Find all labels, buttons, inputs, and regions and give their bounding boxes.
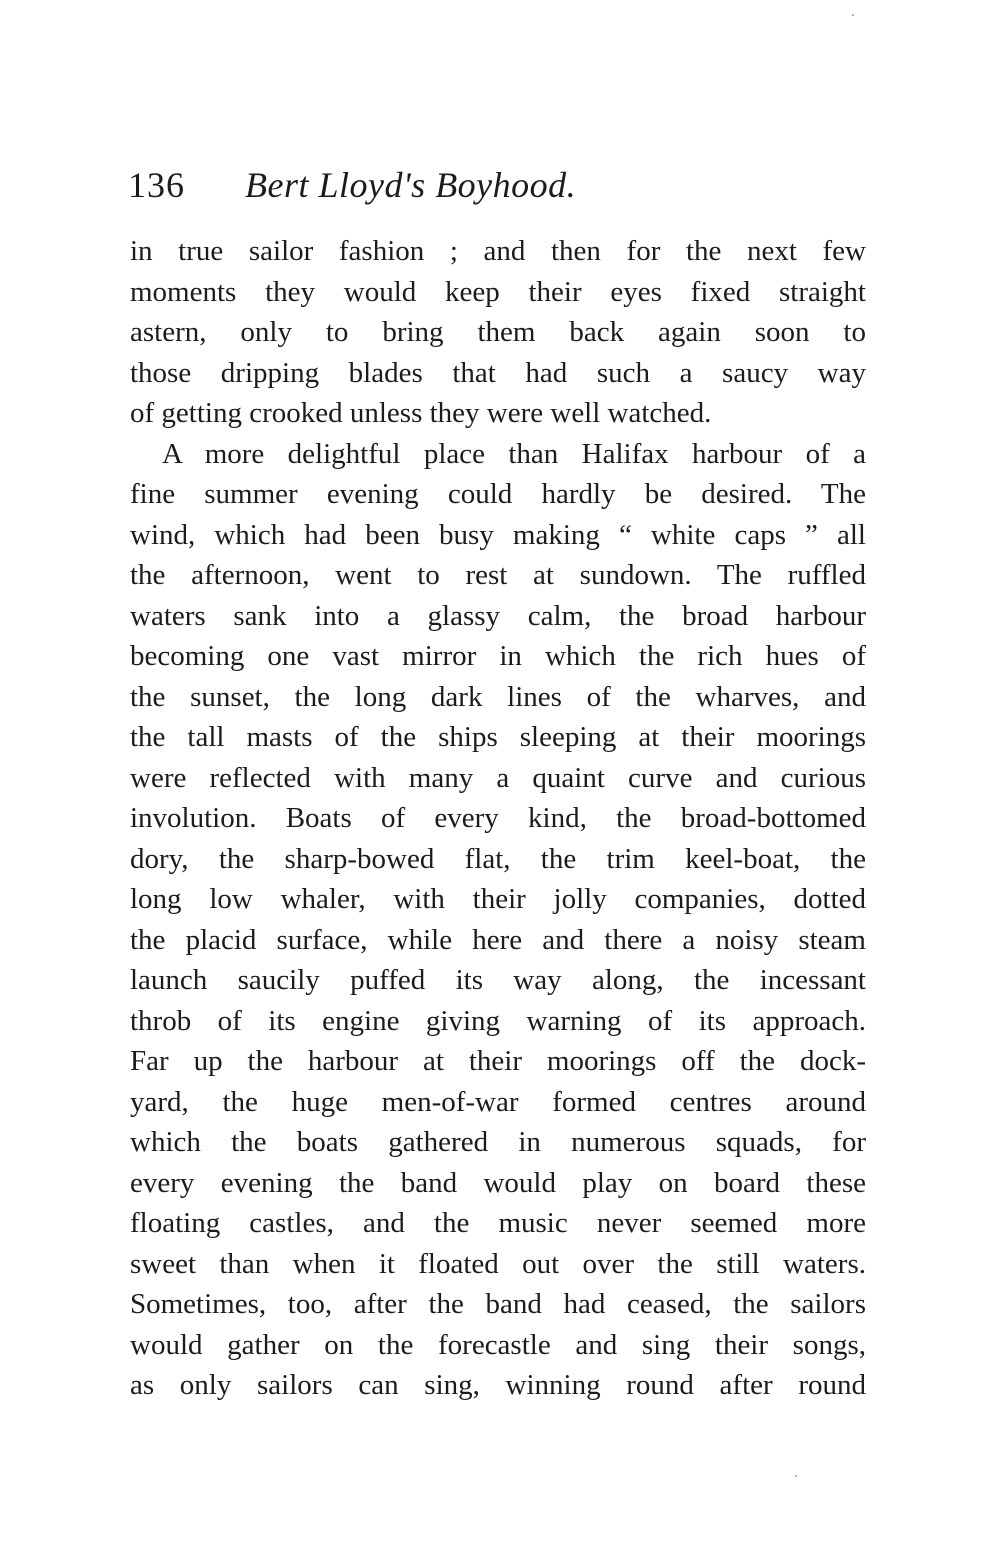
text-line: astern, only to bring them back again soon to bbox=[130, 316, 866, 348]
text-line: fine summer evening could hardly be desired. The bbox=[130, 478, 866, 510]
text-line: would gather on the forecastle and sing their songs, bbox=[130, 1328, 866, 1361]
text-line: as only sailors can sing, winning round after round bbox=[130, 1369, 866, 1401]
text-line: yard, the huge men-of-war formed centres around bbox=[130, 1085, 866, 1118]
text-line: of getting crooked unless they were well watched. bbox=[130, 397, 712, 429]
text-line: Far up the harbour at their moorings off the dock- bbox=[130, 1045, 866, 1077]
text-line: which the boats gathered in numerous squads, for bbox=[130, 1126, 866, 1158]
text-line: moments they would keep their eyes fixed straight bbox=[130, 275, 866, 308]
text-line: the tall masts of the ships sleeping at their moorings bbox=[130, 721, 866, 753]
text-line: were reflected with many a quaint curve and curious bbox=[130, 761, 866, 794]
text-line: launch saucily puffed its way along, the incessant bbox=[130, 964, 866, 996]
body-text bbox=[130, 231, 866, 1406]
text-line: in true sailor fashion ; and then for the next few bbox=[130, 235, 866, 267]
text-line: dory, the sharp-bowed flat, the trim keel-boat, the bbox=[130, 842, 866, 875]
text-line: becoming one vast mirror in which the rich hues of bbox=[130, 640, 866, 672]
text-line: waters sank into a glassy calm, the broad harbour bbox=[130, 599, 866, 632]
text-line: involution. Boats of every kind, the broad-bottomed bbox=[130, 802, 866, 834]
text-line: Sometimes, too, after the band had ceased, the sailors bbox=[130, 1288, 866, 1320]
text-line: floating castles, and the music never seemed more bbox=[130, 1207, 866, 1239]
text-line: those dripping blades that had such a saucy way bbox=[130, 356, 866, 389]
scan-speck bbox=[795, 1475, 797, 1477]
text-line: wind, which had been busy making “ white caps ” all bbox=[130, 518, 866, 551]
text-line: A more delightful place than Halifax harbour of a bbox=[162, 437, 866, 470]
page-number: 136 bbox=[128, 165, 185, 205]
text-line: the placid surface, while here and there a noisy steam bbox=[130, 923, 866, 956]
text-line: long low whaler, with their jolly companies, dotted bbox=[130, 883, 866, 915]
text-line: the sunset, the long dark lines of the wharves, and bbox=[130, 680, 866, 713]
scan-speck bbox=[852, 14, 854, 16]
text-line: the afternoon, went to rest at sundown. The ruffled bbox=[130, 559, 866, 591]
running-title: Bert Lloyd's Boyhood. bbox=[245, 165, 577, 205]
text-line: throb of its engine giving warning of its approach. bbox=[130, 1004, 866, 1037]
text-line: every evening the band would play on board these bbox=[130, 1166, 866, 1199]
text-line: sweet than when it floated out over the still waters. bbox=[130, 1247, 866, 1280]
running-head bbox=[128, 160, 868, 210]
